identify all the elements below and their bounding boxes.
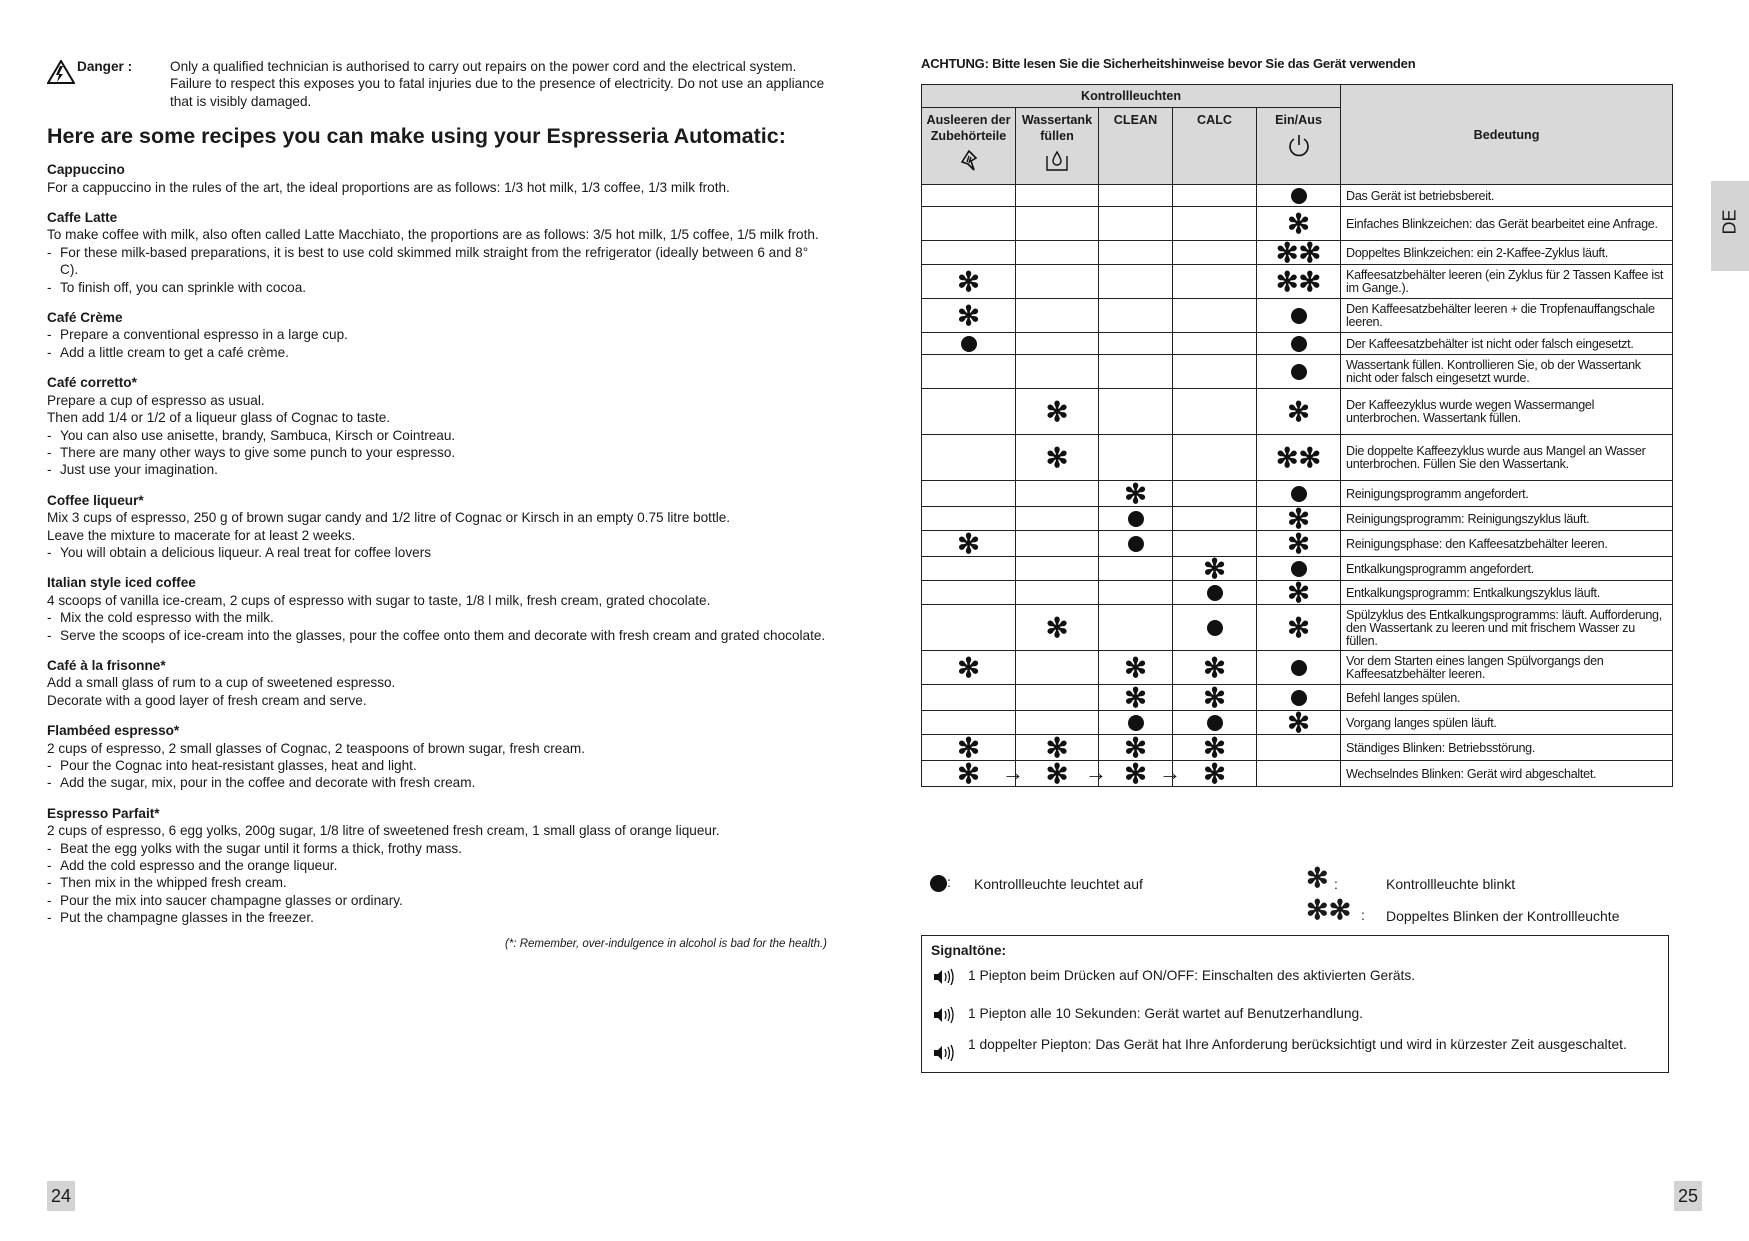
- indicator-meaning: Ständiges Blinken: Betriebsstörung.: [1341, 735, 1673, 761]
- recipe-bullet: - Add the cold espresso and the orange liqueur.: [47, 857, 827, 874]
- indicator-row: [922, 355, 1673, 389]
- signal-tones-title: Signaltöne:: [931, 943, 1007, 958]
- alternating-arrow-icon: →: [1085, 760, 1107, 785]
- light-on-dot-icon: [1207, 715, 1223, 731]
- recipe-line: 2 cups of espresso, 6 egg yolks, 200g sugar, 1/8 litre of sweetened fresh cream, 1 small glass of orange liqueur.: [47, 823, 720, 839]
- indicator-cell: [922, 481, 1016, 507]
- signal-row: [932, 1037, 1662, 1053]
- signal-row: [932, 1006, 1662, 1022]
- indicator-meaning: Spülzyklus des Entkalkungsprogramms: läuft. Aufforderung, den Wassertank zu leeren und mit frischem Wasser zu füllen.: [1341, 605, 1673, 651]
- light-on-dot-icon: [1291, 364, 1307, 380]
- power-icon: [1286, 132, 1312, 158]
- indicator-cell: [1016, 557, 1099, 581]
- indicator-row: [922, 651, 1673, 685]
- recipe-bullet: - To finish off, you can sprinkle with cocoa.: [47, 279, 827, 296]
- recipe-bullet: - Beat the egg yolks with the sugar until it forms a thick, frothy mass.: [47, 840, 827, 857]
- indicator-cell: [1173, 605, 1257, 651]
- col-header-power-label: Ein/Aus: [1275, 113, 1322, 127]
- indicator-meaning: Entkalkungsprogramm angefordert.: [1341, 557, 1673, 581]
- light-double-blink-icon: ✻✻: [1275, 237, 1322, 268]
- indicator-cell: [1257, 577, 1341, 608]
- indicator-cell: [1099, 355, 1173, 389]
- indicator-cell: [1016, 531, 1099, 557]
- indicator-row: [922, 207, 1673, 241]
- legend-on-dot-icon: [930, 875, 947, 892]
- indicator-cell: [1257, 761, 1341, 787]
- recipe: [47, 309, 827, 361]
- language-tab-label: DE: [1719, 209, 1740, 235]
- recipe: [47, 209, 827, 296]
- indicator-cell: [1173, 732, 1257, 763]
- grounds-container-icon: [956, 148, 982, 174]
- light-blink-star-icon: ✻: [1045, 732, 1069, 763]
- indicator-cell: [1173, 507, 1257, 531]
- light-on-dot-icon: [1291, 336, 1307, 352]
- recipe: [47, 161, 827, 196]
- light-blink-star-icon: ✻: [957, 300, 980, 331]
- recipe-line: Leave the mixture to macerate for at least 2 weeks.: [47, 527, 356, 543]
- indicator-cell: [1257, 685, 1341, 711]
- indicator-cell: [1016, 299, 1099, 333]
- light-on-dot-icon: [1291, 188, 1307, 204]
- recipe-title: Flambéed espresso*: [47, 723, 180, 739]
- indicator-meaning: Wechselndes Blinken: Gerät wird abgeschaltet.: [1341, 761, 1673, 787]
- recipe-title: Café à la frisonne*: [47, 657, 166, 673]
- light-blink-star-icon: ✻: [1287, 612, 1310, 643]
- recipe-bullet: - Prepare a conventional espresso in a large cup.: [47, 326, 827, 343]
- light-on-dot-icon: [1128, 536, 1144, 552]
- safety-warning: ACHTUNG: Bitte lesen Sie die Sicherheitshinweise bevor Sie das Gerät verwenden: [921, 56, 1416, 71]
- indicator-cell: [1099, 333, 1173, 355]
- recipe-bullet: - Add a little cream to get a café crème.: [47, 344, 827, 361]
- indicator-cell: [1016, 389, 1099, 435]
- speaker-icon: [932, 1043, 956, 1063]
- recipe-bullet: - Pour the Cognac into heat-resistant glasses, heat and light.: [47, 757, 827, 774]
- col-header-water-label: Wassertank füllen: [1021, 113, 1093, 143]
- recipe-line: 4 scoops of vanilla ice-cream, 2 cups of espresso with sugar to taste, 1/8 l milk, fresh cream, grated chocolate.: [47, 592, 711, 608]
- page-number-left: 24: [47, 1181, 75, 1211]
- indicator-cell: [1099, 389, 1173, 435]
- recipe-bullet: - You can also use anisette, brandy, Sambuca, Kirsch or Cointreau.: [47, 427, 827, 444]
- indicator-cell: [1099, 507, 1173, 531]
- recipe-line: 2 cups of espresso, 2 small glasses of Cognac, 2 teaspoons of brown sugar, fresh cream.: [47, 740, 585, 756]
- light-blink-star-icon: ✻: [1045, 396, 1069, 427]
- recipe-title: Café Crème: [47, 310, 123, 326]
- water-tank-icon: [1044, 148, 1070, 174]
- recipe-bullet: - There are many other ways to give some punch to your espresso.: [47, 444, 827, 461]
- indicator-cell: [922, 581, 1016, 605]
- indicator-cell: [1257, 333, 1341, 355]
- indicator-cell: [1173, 333, 1257, 355]
- recipe-line: Then add 1/4 or 1/2 of a liqueur glass of Cognac to taste.: [47, 410, 391, 426]
- indicator-cell: [1257, 435, 1341, 481]
- recipe-bullet: - Then mix in the whipped fresh cream.: [47, 874, 827, 891]
- recipe-line: Mix 3 cups of espresso, 250 g of brown sugar candy and 1/2 litre of Cognac or Kirsch in an empty 0.75 litre bottle.: [47, 510, 731, 526]
- indicator-cell: [922, 389, 1016, 435]
- signal-text: 1 Piepton alle 10 Sekunden: Gerät wartet auf Benutzerhandlung.: [968, 1006, 1364, 1021]
- alternating-arrow-icon: →: [1159, 760, 1181, 785]
- signal-text: 1 doppelter Piepton: Das Gerät hat Ihre Anforderung berücksichtigt und wird in kürzester Zeit ausgeschaltet.: [968, 1037, 1627, 1052]
- light-on-dot-icon: [1291, 690, 1307, 706]
- indicator-cell: [1257, 265, 1341, 299]
- indicator-cell: [1257, 207, 1341, 241]
- indicator-cell: [1173, 435, 1257, 481]
- indicator-cell: [1257, 735, 1341, 761]
- indicator-row: [922, 265, 1673, 299]
- light-double-blink-icon: ✻✻: [1275, 266, 1322, 297]
- indicator-cell: [1099, 581, 1173, 605]
- indicator-cell: [1016, 605, 1099, 651]
- indicator-meaning: Reinigungsprogramm angefordert.: [1341, 481, 1673, 507]
- indicator-row: [922, 333, 1673, 355]
- indicator-cell: [922, 711, 1016, 735]
- col-header-water: [1016, 108, 1099, 185]
- indicator-cell: [1257, 557, 1341, 581]
- recipe-bullet: - Mix the cold espresso with the milk.: [47, 609, 827, 626]
- legend-double-text: Doppeltes Blinken der Kontrollleuchte: [1386, 908, 1620, 924]
- light-on-dot-icon: [1128, 511, 1144, 527]
- indicator-row: [922, 711, 1673, 735]
- light-blink-star-icon: ✻: [1287, 707, 1310, 738]
- light-blink-star-icon: ✻: [1203, 682, 1226, 713]
- indicator-cell: [1173, 581, 1257, 605]
- indicator-meaning: Entkalkungsprogramm: Entkalkungszyklus läuft.: [1341, 581, 1673, 605]
- indicator-row: [922, 435, 1673, 481]
- light-on-dot-icon: [961, 336, 977, 352]
- indicator-cell: [1016, 265, 1099, 299]
- indicator-row: [922, 481, 1673, 507]
- indicator-cell: [1257, 707, 1341, 738]
- recipe-title: Caffe Latte: [47, 210, 118, 226]
- indicator-cell: [1016, 581, 1099, 605]
- recipe: [47, 374, 827, 478]
- indicator-cell: [1173, 651, 1257, 685]
- light-blink-star-icon: ✻: [1124, 732, 1147, 763]
- light-blink-star-icon: ✻: [1124, 478, 1147, 509]
- indicator-cell: [1257, 389, 1341, 435]
- indicator-meaning: Wassertank füllen. Kontrollieren Sie, ob der Wassertank nicht oder falsch eingesetzt wurde.: [1341, 355, 1673, 389]
- light-blink-star-icon: ✻: [957, 732, 980, 763]
- legend-blink-star-icon: ✻: [1306, 863, 1329, 893]
- indicator-cell: [1099, 185, 1173, 207]
- indicator-cell: [922, 207, 1016, 241]
- recipe: [47, 574, 827, 644]
- recipe-list: [47, 161, 827, 926]
- indicator-cell: [922, 605, 1016, 651]
- col-header-calc: CALC: [1173, 108, 1257, 185]
- indicator-row: [922, 507, 1673, 531]
- light-on-dot-icon: [1291, 660, 1307, 676]
- indicator-row: [922, 531, 1673, 557]
- light-blink-star-icon: ✻: [957, 528, 980, 559]
- light-blink-star-icon: ✻: [1287, 577, 1310, 608]
- signal-text: 1 Piepton beim Drücken auf ON/OFF: Einschalten des aktivierten Geräts.: [968, 968, 1416, 983]
- recipe-bullet: - For these milk-based preparations, it is best to use cold skimmed milk straight from the refrigerator (ideally between 6 and 8° C).: [47, 244, 827, 279]
- danger-warning-icon: [47, 60, 75, 84]
- indicator-cell: [922, 528, 1016, 559]
- indicator-table: [921, 84, 1673, 787]
- indicator-cell: [1099, 241, 1173, 265]
- recipe: [47, 805, 827, 927]
- indicator-meaning: Doppeltes Blinkzeichen: ein 2-Kaffee-Zyklus läuft.: [1341, 241, 1673, 265]
- indicator-cell: [1173, 389, 1257, 435]
- indicator-cell: [1016, 685, 1099, 711]
- recipe-line: Add a small glass of rum to a cup of sweetened espresso.: [47, 675, 396, 691]
- light-blink-star-icon: ✻: [1287, 208, 1310, 239]
- light-blink-star-icon: ✻: [1203, 553, 1226, 584]
- indicator-row: [922, 299, 1673, 333]
- recipe-bullet: - Put the champagne glasses in the freezer.: [47, 909, 827, 926]
- indicator-cell: [1099, 299, 1173, 333]
- speaker-icon: [932, 967, 956, 987]
- recipe-title: Coffee liqueur*: [47, 492, 144, 508]
- recipe-bullet: - Just use your imagination.: [47, 461, 827, 478]
- recipe-bullet: - You will obtain a delicious liqueur. A real treat for coffee lovers: [47, 544, 827, 561]
- light-blink-star-icon: ✻: [1045, 758, 1069, 789]
- indicator-cell: [922, 299, 1016, 333]
- indicator-meaning: Reinigungsphase: den Kaffeesatzbehälter leeren.: [1341, 531, 1673, 557]
- indicator-meaning: Der Kaffeezyklus wurde wegen Wassermangel unterbrochen. Wassertank füllen.: [1341, 389, 1673, 435]
- signal-tones-box: [921, 935, 1669, 1073]
- light-on-dot-icon: [1291, 561, 1307, 577]
- indicator-row: [922, 581, 1673, 605]
- danger-notice: [47, 58, 827, 110]
- indicator-row: [922, 761, 1673, 787]
- indicator-cell: [1257, 481, 1341, 507]
- indicator-cell: [1173, 682, 1257, 713]
- indicator-cell: [1257, 237, 1341, 268]
- indicator-cell: [1173, 481, 1257, 507]
- indicator-group-header: Kontrollleuchten: [922, 85, 1341, 108]
- indicator-cell: [1173, 265, 1257, 299]
- legend-double-separator: :: [1361, 907, 1365, 923]
- indicator-cell: [1099, 435, 1173, 481]
- light-blink-star-icon: ✻: [1203, 652, 1226, 683]
- recipe-title: Italian style iced coffee: [47, 575, 196, 591]
- recipe: [47, 722, 827, 792]
- light-blink-star-icon: ✻: [1124, 652, 1147, 683]
- indicator-meaning: Kaffeesatzbehälter leeren (ein Zyklus für 2 Tassen Kaffee ist im Gange.).: [1341, 265, 1673, 299]
- indicator-cell: [1099, 732, 1173, 763]
- indicator-cell: [1016, 241, 1099, 265]
- indicator-cell: [1173, 185, 1257, 207]
- speaker-icon: [932, 1005, 956, 1025]
- recipe-line: Prepare a cup of espresso as usual.: [47, 392, 265, 408]
- recipe-title: Café corretto*: [47, 375, 137, 391]
- legend-blink-text: Kontrollleuchte blinkt: [1386, 876, 1516, 892]
- indicator-meaning: Der Kaffeesatzbehälter ist nicht oder falsch eingesetzt.: [1341, 333, 1673, 355]
- indicator-cell: [1016, 507, 1099, 531]
- indicator-meaning: Das Gerät ist betriebsbereit.: [1341, 185, 1673, 207]
- left-page: [47, 58, 827, 953]
- signal-row: [932, 968, 1662, 984]
- indicator-meaning: Vorgang langes spülen läuft.: [1341, 711, 1673, 735]
- recipe-line: For a cappuccino in the rules of the art, the ideal proportions are as follows: 1/3 hot milk, 1/3 coffee, 1/3 milk froth.: [47, 179, 730, 195]
- light-blink-star-icon: ✻: [957, 652, 980, 683]
- light-on-dot-icon: [1291, 308, 1307, 324]
- indicator-cell: [922, 685, 1016, 711]
- recipes-heading: Here are some recipes you can make using your Espresseria Automatic:: [47, 124, 786, 149]
- indicator-row: [922, 605, 1673, 651]
- col-header-clean: CLEAN: [1099, 108, 1173, 185]
- indicator-cell: [922, 265, 1016, 299]
- indicator-cell: [1016, 481, 1099, 507]
- recipe-line: Decorate with a good layer of fresh cream and serve.: [47, 692, 367, 708]
- indicator-cell: [1099, 711, 1173, 735]
- danger-text: Only a qualified technician is authorised to carry out repairs on the power cord and the electrical system. Failure to respect this exposes you to fatal injuries due to the presence of electricity. Do not use an appliance that is visibly damaged.: [170, 59, 825, 109]
- recipe-title: Espresso Parfait*: [47, 805, 160, 821]
- light-blink-star-icon: ✻: [1287, 528, 1310, 559]
- indicator-cell: [922, 241, 1016, 265]
- indicator-cell: [922, 507, 1016, 531]
- indicator-row: [922, 185, 1673, 207]
- indicator-cell: [1016, 333, 1099, 355]
- indicator-cell: [1159, 758, 1257, 789]
- recipe-title: Cappuccino: [47, 162, 125, 178]
- recipe: [47, 492, 827, 562]
- indicator-cell: [1016, 711, 1099, 735]
- indicator-cell: [1173, 299, 1257, 333]
- recipe: [47, 657, 827, 709]
- light-blink-star-icon: ✻: [957, 758, 980, 789]
- light-double-blink-icon: ✻✻: [1275, 442, 1322, 473]
- indicator-cell: [1257, 605, 1341, 651]
- light-blink-star-icon: ✻: [957, 266, 980, 297]
- legend-on-text: Kontrollleuchte leuchtet auf: [974, 876, 1143, 892]
- indicator-cell: [922, 732, 1016, 763]
- legend-on-separator: :: [947, 874, 951, 890]
- indicator-meaning: Vor dem Starten eines langen Spülvorgangs den Kaffeesatzbehälter leeren.: [1341, 651, 1673, 685]
- recipe-bullet: - Add the sugar, mix, pour in the coffee and decorate with fresh cream.: [47, 774, 827, 791]
- indicator-cell: [1173, 207, 1257, 241]
- indicator-cell: [1099, 605, 1173, 651]
- indicator-cell: [1173, 711, 1257, 735]
- indicator-cell: [1016, 207, 1099, 241]
- col-header-grounds: [922, 108, 1016, 185]
- indicator-cell: [1016, 651, 1099, 685]
- indicator-meaning: Die doppelte Kaffeezyklus wurde aus Mangel an Wasser unterbrochen. Füllen Sie den Wassertank.: [1341, 435, 1673, 481]
- col-header-power: [1257, 108, 1341, 185]
- indicator-row: [922, 557, 1673, 581]
- alcohol-footnote: (*: Remember, over-indulgence in alcohol is bad for the health.): [505, 937, 827, 950]
- light-blink-star-icon: ✻: [1045, 612, 1069, 643]
- indicator-cell: [1173, 355, 1257, 389]
- recipe-bullet: - Pour the mix into saucer champagne glasses or ordinary.: [47, 892, 827, 909]
- indicator-cell: [1257, 528, 1341, 559]
- indicator-cell: [1173, 241, 1257, 265]
- indicator-table-body: [922, 185, 1673, 787]
- light-on-dot-icon: [1207, 620, 1223, 636]
- indicator-cell: [1016, 185, 1099, 207]
- indicator-cell: [922, 185, 1016, 207]
- recipe-line: To make coffee with milk, also often called Latte Macchiato, the proportions are as follows: 3/5 hot milk, 1/5 coffee, 1/5 milk froth.: [47, 227, 819, 243]
- legend-blink-separator: :: [1334, 876, 1338, 892]
- meaning-header: Bedeutung: [1341, 85, 1673, 185]
- indicator-cell: [1099, 207, 1173, 241]
- legend-double-star-icon: ✻✻: [1306, 895, 1352, 925]
- indicator-meaning: Befehl langes spülen.: [1341, 685, 1673, 711]
- indicator-row: [922, 685, 1673, 711]
- indicator-cell: [1099, 557, 1173, 581]
- light-blink-star-icon: ✻: [1203, 758, 1226, 789]
- indicator-cell: [922, 651, 1016, 685]
- light-blink-star-icon: ✻: [1287, 503, 1310, 534]
- indicator-cell: [1099, 682, 1173, 713]
- light-on-dot-icon: [1291, 486, 1307, 502]
- indicator-cell: [922, 435, 1016, 481]
- indicator-cell: [1016, 355, 1099, 389]
- danger-label: Danger :: [77, 59, 133, 74]
- alternating-arrow-icon: →: [1002, 760, 1024, 785]
- light-on-dot-icon: [1207, 585, 1223, 601]
- indicator-cell: [1099, 651, 1173, 685]
- indicator-row: [922, 735, 1673, 761]
- indicator-cell: [1257, 185, 1341, 207]
- indicator-row: [922, 389, 1673, 435]
- indicator-cell: [1016, 732, 1099, 763]
- indicator-cell: [1257, 651, 1341, 685]
- indicator-cell: [1257, 355, 1341, 389]
- indicator-meaning: Einfaches Blinkzeichen: das Gerät bearbeitet eine Anfrage.: [1341, 207, 1673, 241]
- indicator-cell: [1099, 531, 1173, 557]
- indicator-cell: [1173, 531, 1257, 557]
- col-header-grounds-label: Ausleeren der Zubehörteile: [926, 113, 1011, 143]
- light-blink-star-icon: ✻: [1124, 758, 1147, 789]
- light-blink-star-icon: ✻: [1287, 396, 1310, 427]
- indicator-cell: [1099, 265, 1173, 299]
- indicator-cell: [1257, 503, 1341, 534]
- indicator-cell: [922, 557, 1016, 581]
- indicator-cell: [1016, 435, 1099, 481]
- indicator-cell: [1099, 478, 1173, 509]
- indicator-cell: [922, 333, 1016, 355]
- indicator-meaning: Reinigungsprogramm: Reinigungszyklus läuft.: [1341, 507, 1673, 531]
- indicator-row: [922, 241, 1673, 265]
- light-blink-star-icon: ✻: [1045, 442, 1069, 473]
- recipe-bullet: - Serve the scoops of ice-cream into the glasses, pour the coffee onto them and decorate with fresh cream and grated chocolate.: [47, 627, 827, 644]
- light-blink-star-icon: ✻: [1203, 732, 1226, 763]
- light-on-dot-icon: [1128, 715, 1144, 731]
- indicator-meaning: Den Kaffeesatzbehälter leeren + die Tropfenauffangschale leeren.: [1341, 299, 1673, 333]
- indicator-cell: [1173, 553, 1257, 584]
- indicator-cell: [922, 355, 1016, 389]
- indicator-cell: [1257, 299, 1341, 333]
- page-number-right: 25: [1674, 1181, 1702, 1211]
- light-blink-star-icon: ✻: [1124, 682, 1147, 713]
